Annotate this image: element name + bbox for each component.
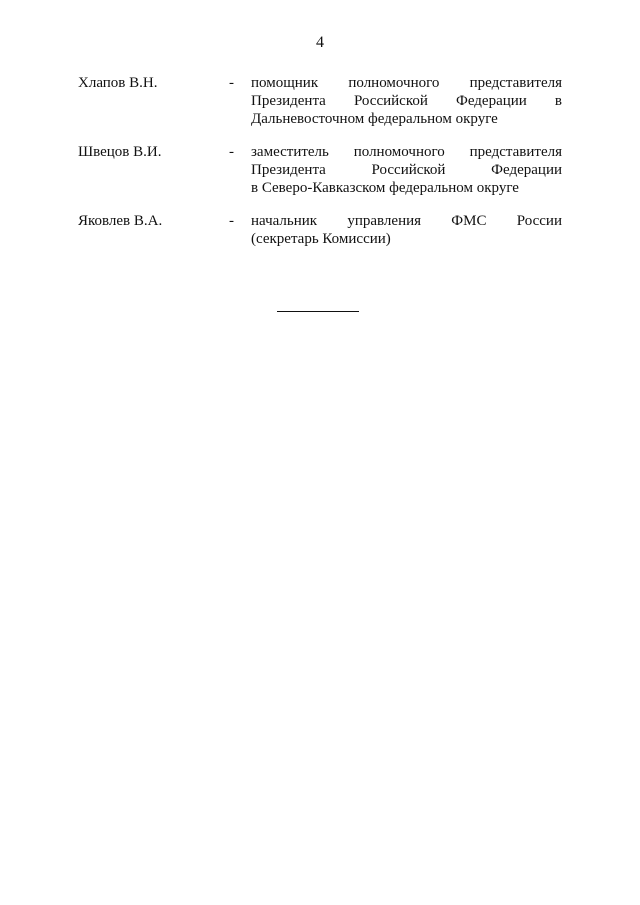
separator-line xyxy=(277,311,359,312)
member-name: Швецов В.И. xyxy=(78,144,162,160)
position-line: (секретарь Комиссии) xyxy=(251,231,391,247)
position-line: Дальневосточном федеральном округе xyxy=(251,111,498,127)
position-line: заместитель полномочного представителя xyxy=(251,144,562,160)
member-name: Яковлев В.А. xyxy=(78,213,163,229)
member-dash: - xyxy=(229,144,234,160)
position-line: начальник управления ФМС России xyxy=(251,213,562,229)
position-line: в Северо-Кавказском федеральном округе xyxy=(251,180,519,196)
member-position xyxy=(251,212,562,248)
member-position xyxy=(251,143,562,197)
member-entry xyxy=(78,74,562,128)
member-dash: - xyxy=(229,213,234,229)
position-line: помощник полномочного представителя xyxy=(251,75,562,91)
member-entry xyxy=(78,143,562,197)
member-position xyxy=(251,74,562,128)
member-name: Хлапов В.Н. xyxy=(78,75,158,91)
position-line: Президента Российской Федерации в xyxy=(251,93,562,109)
member-entry xyxy=(78,212,562,248)
page-number: 4 xyxy=(316,34,324,51)
member-dash: - xyxy=(229,75,234,91)
position-line: Президента Российской Федерации xyxy=(251,162,562,178)
